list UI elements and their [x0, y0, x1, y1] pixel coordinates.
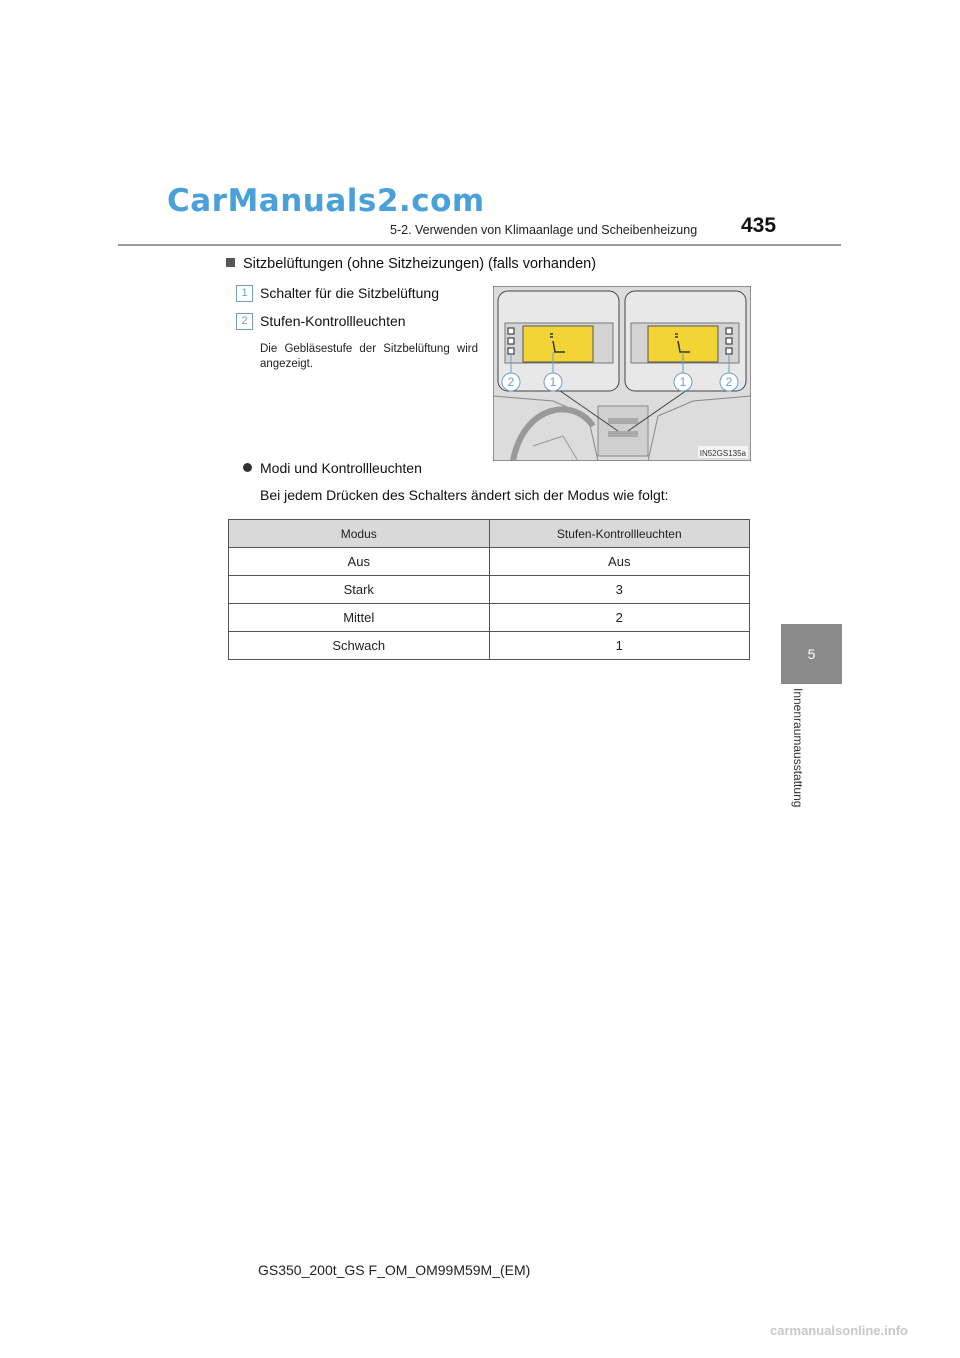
chapter-tab: [781, 624, 842, 684]
bullet-modes: [243, 460, 422, 476]
table-header-cell: Modus: [229, 520, 490, 548]
watermark-bottom: carmanualsonline.info: [770, 1323, 908, 1338]
item-label-indicators: Stufen-Kontrollleuchten: [260, 313, 406, 329]
chapter-number: 5: [807, 646, 816, 662]
table-cell: Aus: [489, 548, 750, 576]
table-cell: Mittel: [229, 604, 490, 632]
table-cell: 1: [489, 632, 750, 660]
callout-number-2: 2: [236, 313, 253, 330]
callout-number-1: 1: [236, 285, 253, 302]
footer-model-code: GS350_200t_GS F_OM_OM99M59M_(EM): [258, 1262, 531, 1278]
table-row: [229, 604, 750, 632]
header-rule: [118, 244, 841, 246]
bullet-dot-icon: [243, 463, 252, 472]
table-row: [229, 576, 750, 604]
running-header: 5-2. Verwenden von Klimaanlage und Scheibenheizung: [390, 223, 698, 237]
item-label-switch: Schalter für die Sitzbelüftung: [260, 285, 439, 301]
table-cell: 2: [489, 604, 750, 632]
table-cell: 3: [489, 576, 750, 604]
figure-callout: 2: [507, 375, 515, 389]
item-description: Die Gebläsestufe der Sitzbelüftung wird angezeigt.: [260, 343, 478, 370]
modes-table: [228, 519, 750, 660]
table-cell: Schwach: [229, 632, 490, 660]
square-bullet-icon: [226, 258, 235, 267]
section-heading-text: Sitzbelüftungen (ohne Sitzheizungen) (falls vorhanden): [243, 256, 597, 272]
mode-intro-text: Bei jedem Drücken des Schalters ändert sich der Modus wie folgt:: [260, 487, 669, 503]
table-header-cell: Stufen-Kontrollleuchten: [489, 520, 750, 548]
table-row: [229, 632, 750, 660]
watermark-logo: CarManuals2.com: [167, 183, 485, 219]
table-header-row: [229, 520, 750, 548]
table-row: [229, 548, 750, 576]
bullet-text: Modi und Kontrollleuchten: [260, 460, 422, 476]
table-cell: Stark: [229, 576, 490, 604]
figure-code: IN52GS135a: [699, 449, 746, 458]
page-number: 435: [741, 214, 777, 237]
section-heading: [226, 256, 596, 272]
table-cell: Aus: [229, 548, 490, 576]
seat-ventilation-figure: [493, 286, 751, 461]
figure-callout: 1: [549, 375, 557, 389]
figure-callout: 2: [725, 375, 733, 389]
chapter-side-label: Innenraumausstattung: [791, 688, 805, 808]
figure-callout: 1: [679, 375, 687, 389]
